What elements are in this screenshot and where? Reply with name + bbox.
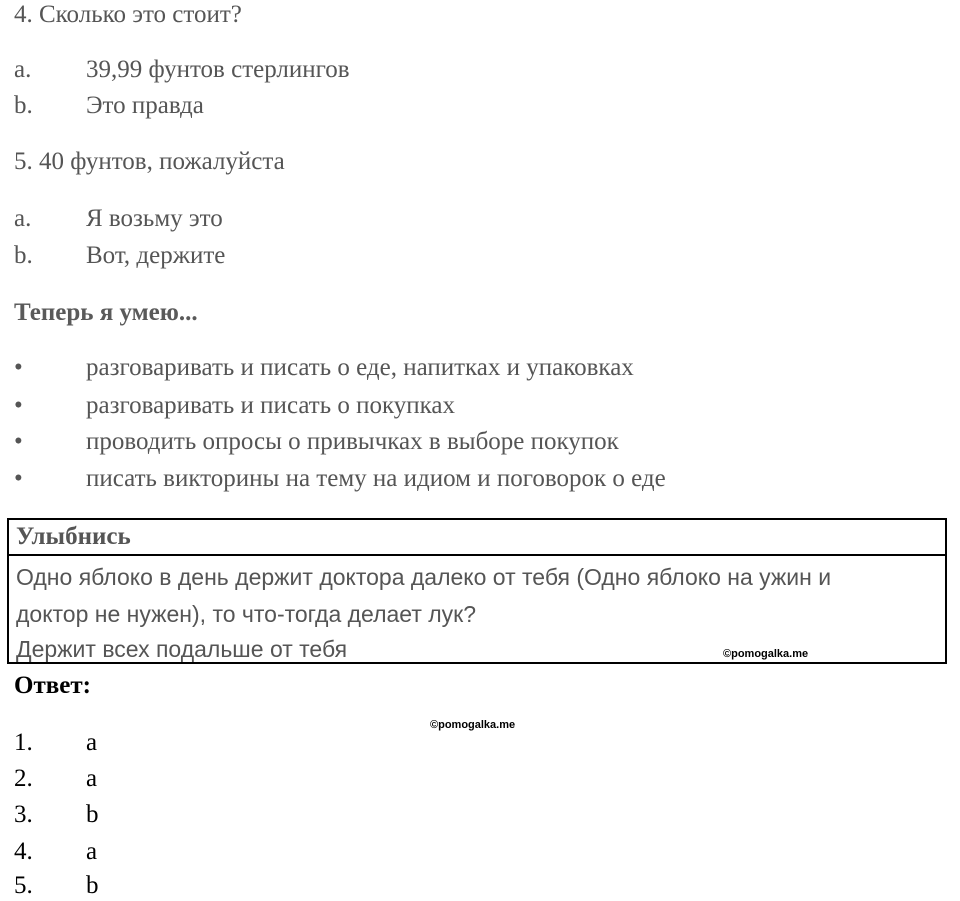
- can-do-text: разговаривать и писать о покупках: [86, 392, 456, 419]
- can-do-heading: Теперь я умею...: [14, 299, 198, 326]
- watermark: ©pomogalka.me: [430, 719, 516, 731]
- answer-letter: b: [86, 801, 99, 828]
- option-text: Вот, держите: [86, 242, 226, 269]
- option-marker: b.: [14, 92, 33, 119]
- answer-number: 3.: [14, 801, 33, 828]
- answer-letter: a: [86, 838, 98, 865]
- option-marker: a.: [14, 56, 32, 83]
- answer-heading: Ответ:: [14, 672, 91, 699]
- bullet-marker: •: [14, 354, 23, 381]
- smile-box-line: доктор не нужен), то что-тогда делает лук?: [16, 601, 477, 627]
- option-marker: b.: [14, 242, 33, 269]
- answer-number: 1.: [14, 729, 33, 756]
- bullet-marker: •: [14, 465, 23, 492]
- option-text: 39,99 фунтов стерлингов: [86, 56, 350, 83]
- answer-number: 4.: [14, 838, 33, 865]
- answer-letter: b: [86, 872, 99, 899]
- smile-box: [7, 518, 947, 664]
- option-text: Это правда: [86, 92, 204, 119]
- answer-letter: a: [86, 765, 98, 792]
- answer-number: 2.: [14, 765, 33, 792]
- smile-box-title: Улыбнись: [9, 520, 945, 556]
- bullet-marker: •: [14, 428, 23, 455]
- smile-box-line: Одно яблоко в день держит доктора далеко от тебя (Одно яблоко на ужин и: [16, 564, 832, 590]
- can-do-text: разговаривать и писать о еде, напитках и упаковках: [86, 354, 634, 381]
- can-do-text: писать викторины на тему на идиом и поговорок о еде: [86, 465, 666, 492]
- watermark: ©pomogalka.me: [723, 648, 809, 660]
- question-5: 5. 40 фунтов, пожалуйста: [14, 148, 285, 175]
- can-do-text: проводить опросы о привычках в выборе покупок: [86, 428, 619, 455]
- option-text: Я возьму это: [86, 205, 223, 232]
- smile-box-line: Держит всех подальше от тебя: [16, 636, 348, 662]
- option-marker: a.: [14, 205, 32, 232]
- answer-number: 5.: [14, 872, 33, 899]
- answer-letter: a: [86, 729, 98, 756]
- bullet-marker: •: [14, 392, 23, 419]
- question-4: 4. Сколько это стоит?: [14, 1, 242, 28]
